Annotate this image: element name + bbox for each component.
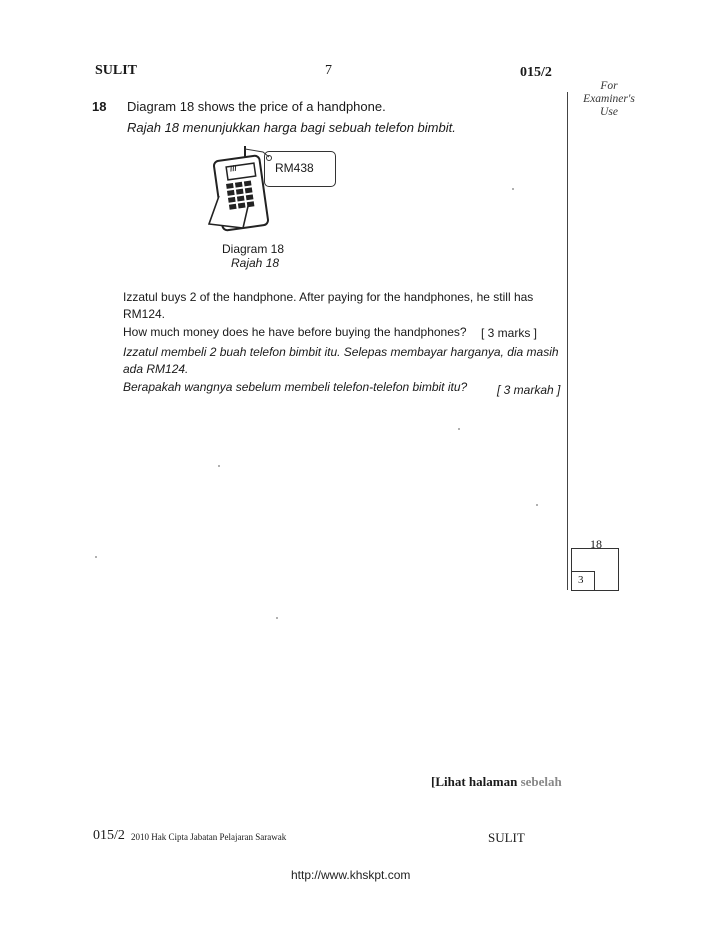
- scan-speck: [218, 465, 220, 467]
- body-my-line3: Berapakah wangnya sebelum membeli telefon-telefon bimbit itu?: [123, 380, 468, 394]
- scan-speck: [95, 556, 97, 558]
- marks-en: [ 3 marks ]: [481, 326, 538, 340]
- scan-speck: [276, 617, 278, 619]
- body-en-line2: RM124.: [123, 307, 166, 321]
- footer-sulit: SULIT: [488, 830, 525, 845]
- price-tag: [264, 151, 336, 187]
- diagram-caption-en: Diagram 18: [222, 242, 285, 256]
- price-tag-text: RM438: [275, 161, 314, 175]
- examiner-column-divider: [567, 92, 568, 590]
- next-page-note: [431, 774, 562, 790]
- body-my-line2: ada RM124.: [123, 362, 189, 376]
- body-en-line1: Izzatul buys 2 of the handphone. After paying for the handphones, he still has: [123, 290, 534, 304]
- scan-speck: [458, 428, 460, 430]
- page-number: 7: [325, 63, 332, 78]
- examiner-label-line3: Use: [600, 106, 618, 118]
- body-my-line1: Izzatul membeli 2 buah telefon bimbit itu. Selepas membayar harganya, dia masih: [123, 345, 559, 359]
- paper-code: 015/2: [520, 65, 552, 80]
- next-page-prefix: [Lihat halaman: [431, 774, 518, 789]
- examiner-use-label: [574, 80, 644, 119]
- question-intro-my: Rajah 18 menunjukkan harga bagi sebuah telefon bimbit.: [127, 120, 456, 135]
- footer-copyright: 2010 Hak Cipta Jabatan Pelajaran Sarawak: [131, 832, 287, 842]
- examiner-marks-inner-box: [571, 571, 595, 591]
- footer-code: 015/2: [93, 828, 125, 843]
- question-intro-en: Diagram 18 shows the price of a handphone.: [127, 99, 386, 114]
- question-number: 18: [92, 99, 107, 114]
- examiner-label-line2: Examiner's: [583, 93, 635, 105]
- marks-my: [ 3 markah ]: [497, 383, 561, 397]
- phone-screen-text: ///: [229, 163, 238, 174]
- body-en-line3: How much money does he have before buying the handphones?: [123, 325, 467, 339]
- header-confidential: SULIT: [95, 63, 138, 78]
- next-page-suffix: sebelah: [520, 774, 562, 789]
- scan-speck: [536, 504, 538, 506]
- diagram-caption-my: Rajah 18: [231, 256, 280, 270]
- examiner-label-line1: For: [600, 80, 618, 92]
- footer-url: http://www.khskpt.com: [291, 868, 411, 882]
- examiner-marks-value: 3: [578, 574, 584, 586]
- examiner-question-number: 18: [590, 537, 602, 551]
- scan-speck: [512, 188, 514, 190]
